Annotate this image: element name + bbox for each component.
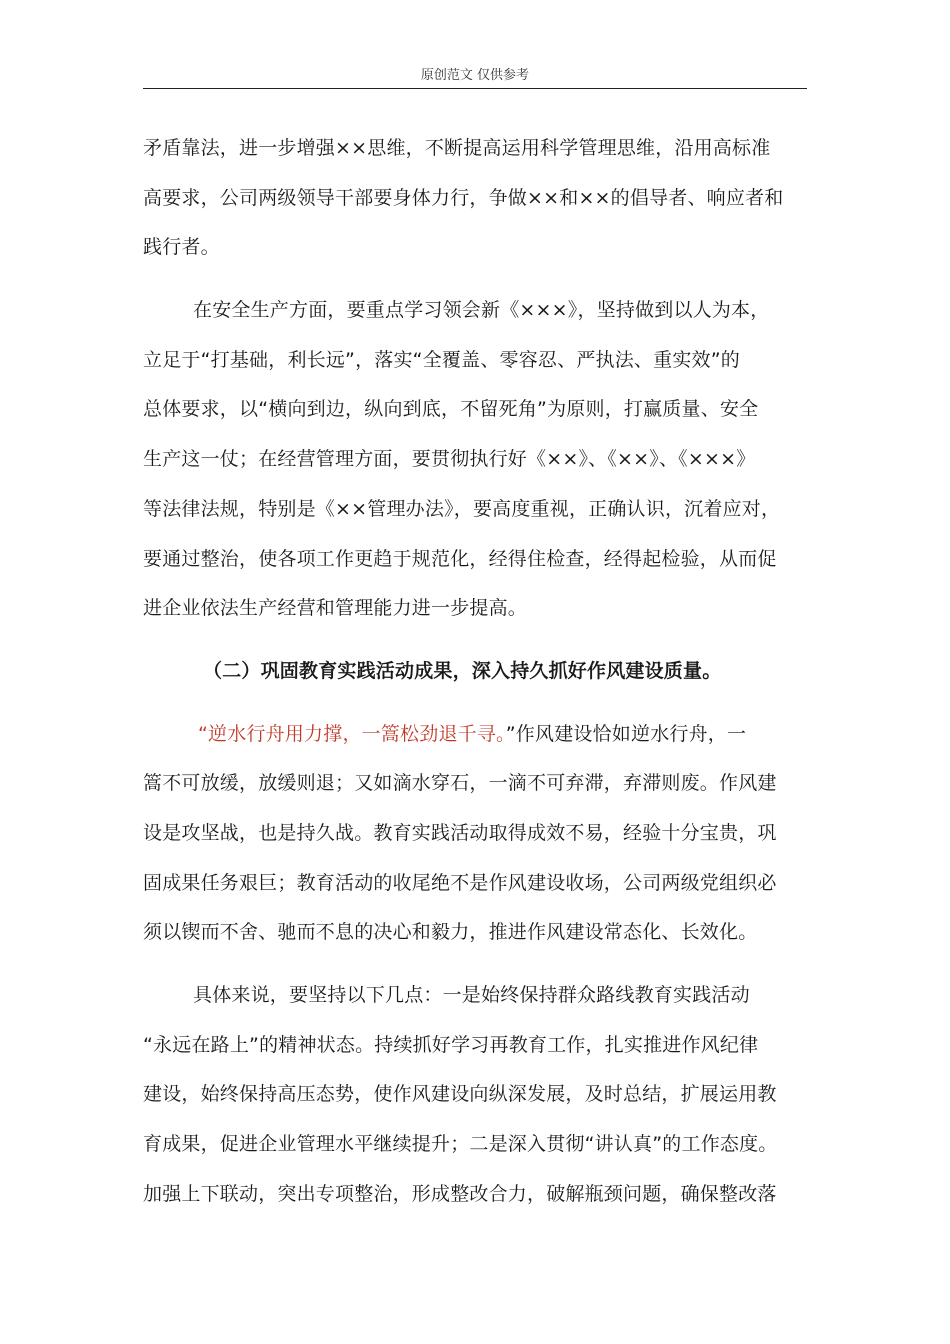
text-line: 矛盾靠法，进一步增强××思维，不断提高运用科学管理思维，沿用高标准 (143, 137, 771, 159)
text-line: 须以锲而不舍、驰而不息的决心和毅力，推进作风建设常态化、长效化。 (143, 921, 758, 944)
text-line: 篙不可放缓，放缓则退；又如滴水穿石，一滴不可弃滞，弃滞则废。作风建 (143, 772, 777, 795)
paragraph (143, 124, 807, 273)
text-line: 要通过整治，使各项工作更趋于规范化，经得住检查，经得起检验，从而促 (143, 547, 777, 570)
text-line: 高要求，公司两级领导干部要身体力行，争做××和××的倡导者、响应者和 (143, 186, 784, 209)
paragraph (143, 971, 807, 1219)
paragraph (143, 710, 807, 958)
text-line: 设是攻坚战，也是持久战。教育实践活动取得成效不易，经验十分宝贵，巩 (143, 821, 777, 844)
text-line: 立足于“打基础，利长远”，落实“全覆盖、零容忍、严执法、重实效”的 (143, 348, 740, 371)
text-line: 总体要求，以“横向到边，纵向到底，不留死角”为原则，打赢质量、安全 (143, 398, 759, 421)
text-line: 具体来说，要坚持以下几点：一是始终保持群众路线教育实践活动 (193, 984, 750, 1006)
text-line: 在安全生产方面，要重点学习领会新《×××》，坚持做到以人为本， (193, 299, 770, 322)
quote-text: “逆水行舟用力撑，一篙松劲退千寻。 (198, 722, 506, 745)
paragraph (143, 286, 807, 634)
text-line: 育成果，促进企业管理水平继续提升；二是深入贯彻“讲认真”的工作态度。 (143, 1133, 778, 1156)
text-line: 建设，始终保持高压态势，使作风建设向纵深发展，及时总结，扩展运用教 (143, 1083, 777, 1106)
text-line: 生产这一仗；在经营管理方面，要贯彻执行好《××》、《××》、《×××》 (143, 448, 756, 471)
text-line (143, 710, 807, 760)
quote-rest-text: ”作风建设恰如逆水行舟，一 (505, 722, 747, 745)
text-line: 等法律法规，特别是《××管理办法》，要高度重视，正确认识，沉着应对， (143, 497, 781, 520)
text-line: 加强上下联动，突出专项整治，形成整改合力，破解瓶颈问题，确保整改落 (143, 1182, 777, 1205)
page-header: 原创范文 仅供参考 (143, 66, 807, 89)
text-line: 践行者。 (143, 236, 220, 259)
text-line: “永远在路上”的精神状态。持续抓好学习再教育工作，扎实推进作风纪律 (143, 1033, 759, 1056)
section-heading: （二）巩固教育实践活动成果，深入持久抓好作风建设质量。 (203, 659, 722, 682)
text-line: 固成果任务艰巨；教育活动的收尾绝不是作风建设收场，公司两级党组织必 (143, 871, 777, 894)
document-body (143, 124, 807, 1219)
text-line: 进企业依法生产经营和管理能力进一步提高。 (143, 597, 528, 620)
